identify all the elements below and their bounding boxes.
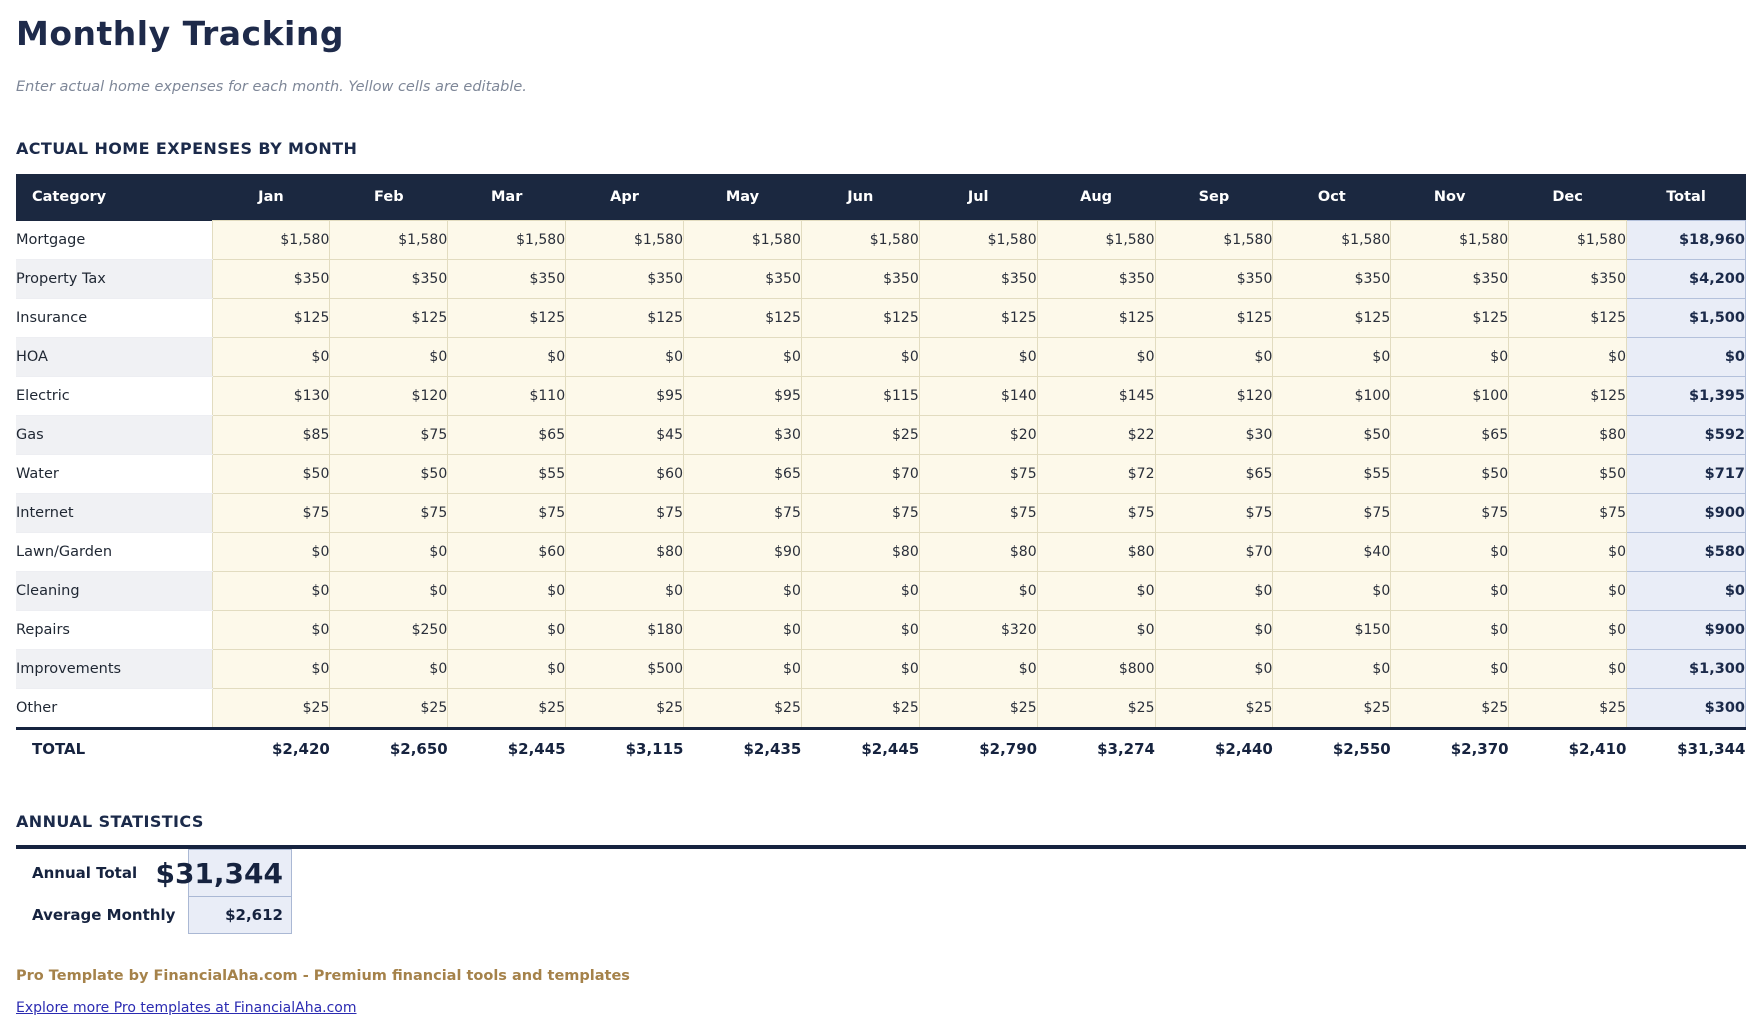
expense-cell[interactable]: $125 — [1509, 377, 1627, 416]
expense-cell[interactable]: $25 — [1273, 689, 1391, 729]
expense-cell[interactable]: $125 — [919, 299, 1037, 338]
brand-text: Pro Template by FinancialAha.com - Premium financial tools and templates — [16, 968, 630, 984]
column-header-jul: Jul — [919, 174, 1037, 221]
expense-cell[interactable]: $0 — [212, 572, 330, 611]
expenses-table-body — [16, 221, 1746, 729]
expense-cell[interactable]: $125 — [1155, 299, 1273, 338]
expense-cell[interactable]: $125 — [1273, 299, 1391, 338]
expense-cell[interactable]: $25 — [801, 416, 919, 455]
expense-cell[interactable]: $80 — [1037, 533, 1155, 572]
expense-row — [16, 416, 1746, 455]
expense-cell[interactable]: $350 — [1037, 260, 1155, 299]
row-total-cell: $4,200 — [1627, 260, 1746, 299]
expense-cell[interactable]: $0 — [212, 338, 330, 377]
expense-cell[interactable]: $50 — [1391, 455, 1509, 494]
expense-cell[interactable]: $1,580 — [330, 221, 448, 260]
expense-cell[interactable]: $125 — [448, 299, 566, 338]
column-header-oct: Oct — [1273, 174, 1391, 221]
month-total-cell: $3,115 — [566, 729, 684, 769]
month-total-cell: $2,420 — [212, 729, 330, 769]
expense-row — [16, 338, 1746, 377]
expense-cell[interactable]: $120 — [330, 377, 448, 416]
row-total-cell: $1,500 — [1627, 299, 1746, 338]
expense-cell[interactable]: $75 — [1155, 494, 1273, 533]
row-total-cell: $0 — [1627, 338, 1746, 377]
expense-cell[interactable]: $1,580 — [566, 221, 684, 260]
expense-cell[interactable]: $120 — [1155, 377, 1273, 416]
month-total-cell: $3,274 — [1037, 729, 1155, 769]
expense-cell[interactable]: $1,580 — [448, 221, 566, 260]
row-total-cell: $592 — [1627, 416, 1746, 455]
expense-cell[interactable]: $75 — [1509, 494, 1627, 533]
expense-cell[interactable]: $75 — [330, 416, 448, 455]
expense-row — [16, 377, 1746, 416]
stats-section-title: ANNUAL STATISTICS — [16, 812, 204, 831]
expense-cell[interactable]: $0 — [212, 650, 330, 689]
expense-cell[interactable]: $0 — [1391, 338, 1509, 377]
expense-cell[interactable]: $50 — [212, 455, 330, 494]
expense-cell[interactable]: $500 — [566, 650, 684, 689]
expense-cell[interactable]: $0 — [1391, 650, 1509, 689]
column-header-sep: Sep — [1155, 174, 1273, 221]
expense-cell[interactable]: $125 — [684, 299, 802, 338]
annual-total-label: Annual Total — [32, 863, 138, 882]
expense-cell[interactable]: $0 — [1155, 338, 1273, 377]
expenses-table — [16, 174, 1746, 768]
expense-cell[interactable]: $350 — [566, 260, 684, 299]
average-monthly-label: Average Monthly — [32, 906, 176, 924]
expense-cell[interactable]: $350 — [801, 260, 919, 299]
expense-cell[interactable]: $125 — [212, 299, 330, 338]
expense-cell[interactable]: $140 — [919, 377, 1037, 416]
expenses-table-footer — [16, 729, 1746, 769]
expense-cell[interactable]: $0 — [330, 338, 448, 377]
expense-row — [16, 299, 1746, 338]
expenses-table-header — [16, 174, 1746, 221]
expense-cell[interactable]: $0 — [1273, 650, 1391, 689]
column-header-jun: Jun — [801, 174, 919, 221]
expense-cell[interactable]: $25 — [1037, 689, 1155, 729]
expense-cell[interactable]: $0 — [1391, 611, 1509, 650]
expense-cell[interactable]: $50 — [330, 455, 448, 494]
expense-cell[interactable]: $0 — [330, 650, 448, 689]
expense-cell[interactable]: $0 — [801, 572, 919, 611]
category-label: Internet — [16, 494, 212, 533]
month-total-cell: $2,445 — [448, 729, 566, 769]
column-header-feb: Feb — [330, 174, 448, 221]
row-total-cell: $900 — [1627, 494, 1746, 533]
row-total-cell: $1,395 — [1627, 377, 1746, 416]
expense-cell[interactable]: $125 — [1037, 299, 1155, 338]
column-header-jan: Jan — [212, 174, 330, 221]
expense-cell[interactable]: $0 — [919, 572, 1037, 611]
expense-cell[interactable]: $0 — [684, 338, 802, 377]
expense-cell[interactable]: $1,580 — [212, 221, 330, 260]
column-header-total: Total — [1627, 174, 1746, 221]
expense-cell[interactable]: $0 — [1273, 338, 1391, 377]
expense-cell[interactable]: $1,580 — [1509, 221, 1627, 260]
expense-cell[interactable]: $75 — [330, 494, 448, 533]
expense-cell[interactable]: $125 — [1509, 299, 1627, 338]
expense-cell[interactable]: $0 — [1391, 572, 1509, 611]
row-total-cell: $900 — [1627, 611, 1746, 650]
expense-row — [16, 455, 1746, 494]
expense-cell[interactable]: $1,580 — [684, 221, 802, 260]
category-label: Property Tax — [16, 260, 212, 299]
expense-cell[interactable]: $0 — [1037, 338, 1155, 377]
expense-cell[interactable]: $80 — [801, 533, 919, 572]
expense-cell[interactable]: $20 — [919, 416, 1037, 455]
expense-cell[interactable]: $0 — [448, 572, 566, 611]
month-total-cell: $2,550 — [1273, 729, 1391, 769]
expense-cell[interactable]: $65 — [1155, 455, 1273, 494]
expense-cell[interactable]: $1,580 — [1037, 221, 1155, 260]
expenses-section-title: ACTUAL HOME EXPENSES BY MONTH — [16, 139, 358, 158]
expense-cell[interactable]: $0 — [212, 533, 330, 572]
expense-cell[interactable]: $80 — [566, 533, 684, 572]
expense-cell[interactable]: $30 — [1155, 416, 1273, 455]
expense-cell[interactable]: $0 — [1037, 572, 1155, 611]
category-label: Other — [16, 689, 212, 729]
annual-statistics-table — [16, 845, 1746, 934]
category-label: Water — [16, 455, 212, 494]
expense-cell[interactable]: $1,580 — [1391, 221, 1509, 260]
expense-cell[interactable]: $100 — [1391, 377, 1509, 416]
expense-cell[interactable]: $65 — [448, 416, 566, 455]
expense-cell[interactable]: $350 — [684, 260, 802, 299]
expense-cell[interactable]: $125 — [1391, 299, 1509, 338]
expense-cell[interactable]: $145 — [1037, 377, 1155, 416]
expense-cell[interactable]: $150 — [1273, 611, 1391, 650]
expense-cell[interactable]: $800 — [1037, 650, 1155, 689]
row-total-cell: $0 — [1627, 572, 1746, 611]
category-label: Mortgage — [16, 221, 212, 260]
column-header-dec: Dec — [1509, 174, 1627, 221]
expense-cell[interactable]: $350 — [919, 260, 1037, 299]
expense-cell[interactable]: $110 — [448, 377, 566, 416]
expense-cell[interactable]: $350 — [448, 260, 566, 299]
expense-cell[interactable]: $350 — [1155, 260, 1273, 299]
expense-cell[interactable]: $0 — [1155, 650, 1273, 689]
expense-cell[interactable]: $0 — [684, 611, 802, 650]
expense-cell[interactable]: $45 — [566, 416, 684, 455]
expense-cell[interactable]: $320 — [919, 611, 1037, 650]
expense-cell[interactable]: $75 — [1273, 494, 1391, 533]
expense-cell[interactable]: $65 — [1391, 416, 1509, 455]
expense-cell[interactable]: $90 — [684, 533, 802, 572]
expense-cell[interactable]: $55 — [1273, 455, 1391, 494]
expense-cell[interactable]: $1,580 — [1155, 221, 1273, 260]
expense-cell[interactable]: $22 — [1037, 416, 1155, 455]
row-total-cell: $717 — [1627, 455, 1746, 494]
expense-row — [16, 533, 1746, 572]
total-row-label: TOTAL — [16, 729, 212, 769]
expense-cell[interactable]: $75 — [1391, 494, 1509, 533]
expense-cell[interactable]: $0 — [1509, 338, 1627, 377]
expense-cell[interactable]: $1,580 — [919, 221, 1037, 260]
column-header-category: Category — [16, 174, 212, 221]
row-total-cell: $18,960 — [1627, 221, 1746, 260]
category-label: Gas — [16, 416, 212, 455]
expense-cell[interactable]: $0 — [801, 650, 919, 689]
expense-cell[interactable]: $75 — [1037, 494, 1155, 533]
total-row — [16, 729, 1746, 769]
expense-cell[interactable]: $0 — [566, 572, 684, 611]
column-header-mar: Mar — [448, 174, 566, 221]
expense-cell[interactable]: $70 — [1155, 533, 1273, 572]
expense-cell[interactable]: $0 — [330, 533, 448, 572]
expense-cell[interactable]: $95 — [566, 377, 684, 416]
expense-cell[interactable]: $25 — [212, 689, 330, 729]
expense-cell[interactable]: $25 — [684, 689, 802, 729]
average-monthly-value: $2,612 — [188, 896, 292, 934]
expense-cell[interactable]: $25 — [919, 689, 1037, 729]
expense-cell[interactable]: $60 — [566, 455, 684, 494]
expense-cell[interactable]: $0 — [684, 572, 802, 611]
expense-cell[interactable]: $72 — [1037, 455, 1155, 494]
expense-cell[interactable]: $115 — [801, 377, 919, 416]
expense-cell[interactable]: $75 — [919, 455, 1037, 494]
expense-cell[interactable]: $180 — [566, 611, 684, 650]
expense-cell[interactable]: $0 — [330, 572, 448, 611]
month-total-cell: $2,410 — [1509, 729, 1627, 769]
expense-cell[interactable]: $0 — [919, 650, 1037, 689]
month-total-cell: $2,435 — [684, 729, 802, 769]
month-total-cell: $2,445 — [801, 729, 919, 769]
expense-cell[interactable]: $100 — [1273, 377, 1391, 416]
column-header-apr: Apr — [566, 174, 684, 221]
annual-total-value: $31,344 — [188, 849, 292, 896]
expense-cell[interactable]: $85 — [212, 416, 330, 455]
expense-cell[interactable]: $80 — [1509, 416, 1627, 455]
expense-cell[interactable]: $350 — [1391, 260, 1509, 299]
expense-cell[interactable]: $75 — [566, 494, 684, 533]
expense-cell[interactable]: $75 — [448, 494, 566, 533]
expense-cell[interactable]: $55 — [448, 455, 566, 494]
expense-cell[interactable]: $70 — [801, 455, 919, 494]
expense-cell[interactable]: $0 — [212, 611, 330, 650]
expense-cell[interactable]: $40 — [1273, 533, 1391, 572]
category-label: Repairs — [16, 611, 212, 650]
expense-cell[interactable]: $0 — [448, 338, 566, 377]
expense-cell[interactable]: $350 — [212, 260, 330, 299]
expense-cell[interactable]: $125 — [330, 299, 448, 338]
expense-row — [16, 611, 1746, 650]
row-total-cell: $580 — [1627, 533, 1746, 572]
expense-cell[interactable]: $0 — [448, 611, 566, 650]
month-total-cell: $2,790 — [919, 729, 1037, 769]
expense-cell[interactable]: $25 — [1155, 689, 1273, 729]
explore-templates-link[interactable]: Explore more Pro templates at FinancialAha.com — [16, 1000, 357, 1016]
column-header-aug: Aug — [1037, 174, 1155, 221]
expense-cell[interactable]: $130 — [212, 377, 330, 416]
expense-cell[interactable]: $0 — [1273, 572, 1391, 611]
expense-row — [16, 260, 1746, 299]
expense-cell[interactable]: $0 — [684, 650, 802, 689]
category-label: HOA — [16, 338, 212, 377]
page-subtitle: Enter actual home expenses for each month. Yellow cells are editable. — [16, 79, 527, 95]
average-monthly-row — [16, 896, 1746, 934]
expense-cell[interactable]: $25 — [1391, 689, 1509, 729]
expense-cell[interactable]: $1,580 — [1273, 221, 1391, 260]
expense-cell[interactable]: $0 — [1509, 533, 1627, 572]
expense-row — [16, 494, 1746, 533]
row-total-cell: $1,300 — [1627, 650, 1746, 689]
expense-cell[interactable]: $0 — [1391, 533, 1509, 572]
grand-total-cell: $31,344 — [1627, 729, 1746, 769]
expense-cell[interactable]: $75 — [212, 494, 330, 533]
month-total-cell: $2,650 — [330, 729, 448, 769]
expense-cell[interactable]: $0 — [919, 338, 1037, 377]
expense-cell[interactable]: $75 — [801, 494, 919, 533]
expense-cell[interactable]: $60 — [448, 533, 566, 572]
expense-cell[interactable]: $25 — [330, 689, 448, 729]
expense-cell[interactable]: $350 — [330, 260, 448, 299]
category-label: Improvements — [16, 650, 212, 689]
column-header-nov: Nov — [1391, 174, 1509, 221]
expense-cell[interactable]: $95 — [684, 377, 802, 416]
expense-row — [16, 689, 1746, 729]
expense-cell[interactable]: $25 — [566, 689, 684, 729]
expense-cell[interactable]: $0 — [1509, 650, 1627, 689]
header-row — [16, 174, 1746, 221]
expense-cell[interactable]: $350 — [1273, 260, 1391, 299]
row-total-cell: $300 — [1627, 689, 1746, 729]
expense-cell[interactable]: $25 — [1509, 689, 1627, 729]
expense-row — [16, 572, 1746, 611]
annual-total-row — [16, 849, 1746, 896]
expense-cell[interactable]: $125 — [566, 299, 684, 338]
expense-cell[interactable]: $75 — [684, 494, 802, 533]
expense-cell[interactable]: $30 — [684, 416, 802, 455]
category-label: Electric — [16, 377, 212, 416]
expense-cell[interactable]: $0 — [1509, 572, 1627, 611]
expense-cell[interactable]: $65 — [684, 455, 802, 494]
expense-cell[interactable]: $50 — [1509, 455, 1627, 494]
category-label: Cleaning — [16, 572, 212, 611]
expense-cell[interactable]: $0 — [448, 650, 566, 689]
expense-cell[interactable]: $0 — [801, 611, 919, 650]
expense-row — [16, 221, 1746, 260]
expense-cell[interactable]: $25 — [448, 689, 566, 729]
expense-row — [16, 650, 1746, 689]
category-label: Insurance — [16, 299, 212, 338]
page-title: Monthly Tracking — [16, 14, 344, 53]
expense-cell[interactable]: $50 — [1273, 416, 1391, 455]
expense-cell[interactable]: $75 — [919, 494, 1037, 533]
expense-cell[interactable]: $80 — [919, 533, 1037, 572]
expense-cell[interactable]: $0 — [1037, 611, 1155, 650]
expense-cell[interactable]: $350 — [1509, 260, 1627, 299]
column-header-may: May — [684, 174, 802, 221]
month-total-cell: $2,440 — [1155, 729, 1273, 769]
expense-cell[interactable]: $25 — [801, 689, 919, 729]
expense-cell[interactable]: $1,580 — [801, 221, 919, 260]
category-label: Lawn/Garden — [16, 533, 212, 572]
expense-cell[interactable]: $0 — [566, 338, 684, 377]
expense-cell[interactable]: $0 — [1509, 611, 1627, 650]
expense-cell[interactable]: $0 — [1155, 572, 1273, 611]
expense-cell[interactable]: $250 — [330, 611, 448, 650]
expense-cell[interactable]: $125 — [801, 299, 919, 338]
expense-cell[interactable]: $0 — [801, 338, 919, 377]
expense-cell[interactable]: $0 — [1155, 611, 1273, 650]
month-total-cell: $2,370 — [1391, 729, 1509, 769]
